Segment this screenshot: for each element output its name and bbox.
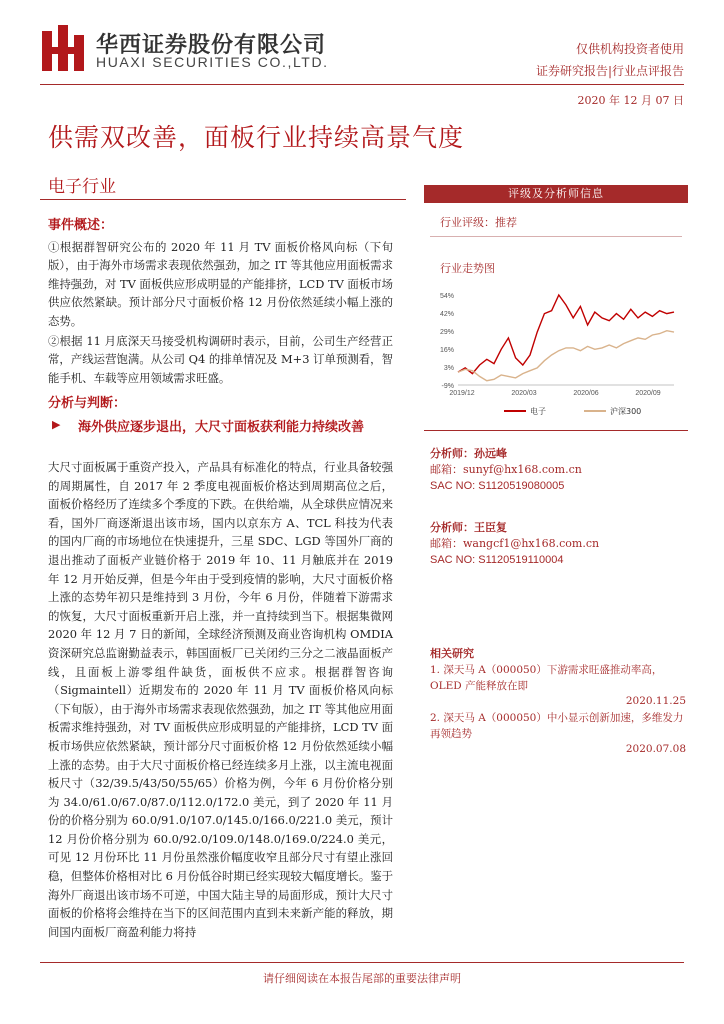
related-item-1-date: 2020.11.25 (625, 695, 686, 707)
related-research-title: 相关研究 (430, 647, 474, 660)
analyst-2-name: 分析师：王臣复 (430, 521, 507, 534)
analyst-2-email[interactable]: 邮箱：wangcf1@hx168.com.cn (430, 537, 600, 550)
bullet-icon: ▶ (52, 418, 61, 431)
event-paragraph-1: ①根据群智研究公布的 2020 年 11 月 TV 面板价格风向标（下旬版），由于海外市场需求表现依然强劲，加之 IT 等其他应用面板需求维持强劲，对 TV 面板供应形成明显的产能排挤，LCD TV 面板市场供应依然紧缺。预计部分尺寸面板价格 12 月份依然延续小幅上涨的态势。 (48, 240, 393, 328)
company-name-en: HUAXI SECURITIES CO.,LTD. (96, 54, 329, 70)
rating-divider (430, 236, 682, 237)
y-tick-label: 3% (443, 365, 454, 372)
y-tick-label: -9% (441, 383, 454, 390)
related-item-1[interactable]: 1. 深天马 A（000050）下游需求旺盛推动率高，OLED 产能释放在即 (430, 664, 663, 692)
x-tick-label: 2019/12 (449, 390, 475, 397)
footer-divider (40, 962, 684, 963)
company-name-cn: 华西证券股份有限公司 (96, 33, 327, 58)
analyst-1-name: 分析师：孙远峰 (430, 447, 507, 460)
analysis-paragraph: 大尺寸面板属于重资产投入，产品具有标准化的特点，行业具备较强的周期属性，自 2017 年 2 季度电视面板价格达到周期高位之后，面板价格经历了连续多个季度的下跌。在供给端，从全球供应情况来看，国外厂商逐渐退出该市场，国内以京东方 A、TCL 科技为代表的国内厂商的市场地位在快速提升，三星 SDC、LGD 等国外厂商的退出推动了面板产业链价格于 2019 年 10、11 月触底并在 2019 年 12 月开始反弹，但是今年由于受到疫情的影响，大尺寸面板价格上涨的态势年初只是维持到 3 月份，今年 6 月份，伴随着下游需求的恢复，大尺寸面板重新开启上涨，并一直持续到当下。根据集微网 2020 年 12 月 7 日的新闻，全球经济预测及商业咨询机构 OMDIA 资深研究总监谢勤益表示，韩国面板厂已关闭约三分之二液晶面板产线，且面板上游零组件缺货，面板供不应求。根据群智咨询（Sigmaintell）近期发布的 2020 年 11 月 TV 面板价格风向标（下旬版），由于海外市场需求表现依然强劲，加之 IT 等其他应用面板需求维持强劲，对 TV 面板供应形成明显的产能排挤，LCD TV 面板市场供应依然紧缺，预计部分尺寸面板价格 12 月份依然延续小幅上涨的态势。由于大尺寸面板价格已经连续多月上涨，以主流电视面板尺寸（32/39.5/43/50/55/65）价格为例，今年 6 月份价格分别为 34.0/61.0/67.0/87.0/112.0/172.0 美元，到了 2020 年 11 月份的价格分别为 60.0/91.0/107.0/145.0/166.0/221.0 美元，预计 12 月份价格分别为 60.0/92.0/109.0/148.0/169.0/224.0 美元，可见 12 月份环比 11 月份虽然涨价幅度收窄且部分尺寸有望止涨回稳，但整体价格相对比 6 月份低谷时期已经实现较大幅度增长。鉴于海外厂商退出该市场不可逆，中国大陆主导的局面形成，预计大尺寸面板的价格将会维持在当下的区间范围内直到未来新产能的释放，期间国内面板厂商盈利能力将持 (48, 460, 393, 939)
y-tick-label: 54% (439, 293, 454, 300)
industry-trend-chart (424, 285, 684, 425)
analysis-subheading: 海外供应逐步退出，大尺寸面板获利能力持续改善 (78, 420, 365, 435)
industry-rating: 行业评级：推荐 (440, 216, 517, 229)
series-line-csi300 (458, 331, 674, 381)
huaxi-logo-icon (42, 25, 84, 71)
analyst-2 (430, 520, 599, 568)
x-tick-label: 2020/06 (573, 390, 599, 397)
event-paragraph-2: ②根据 11 月底深天马接受机构调研时表示，目前，公司生产经营正常，产线运营饱满。从公司 Q4 的排单情况及 M+3 订单预测看，智能手机、车载等应用领域需求旺盛。 (48, 334, 393, 385)
report-date: 2020 年 12 月 07 日 (577, 94, 684, 107)
related-item-2-date: 2020.07.08 (625, 743, 686, 755)
x-tick-label: 2020/09 (635, 390, 661, 397)
report-title: 供需双改善，面板行业持续高景气度 (48, 123, 465, 152)
analyst-divider (424, 430, 688, 431)
y-tick-label: 42% (439, 311, 454, 318)
report-type-tag: 证券研究报告|行业点评报告 (535, 64, 684, 78)
series-line-electronics (458, 295, 674, 374)
y-tick-label: 16% (439, 347, 454, 354)
analyst-1-sac: SAC NO: S1120519080005 (430, 480, 565, 492)
industry-label: 电子行业 (48, 177, 116, 197)
event-heading: 事件概述： (48, 218, 114, 233)
header-divider (40, 84, 684, 85)
rating-header-bar: 评级及分析师信息 (424, 185, 688, 203)
y-tick-label: 29% (439, 329, 454, 336)
analyst-1-email[interactable]: 邮箱：sunyf@hx168.com.cn (430, 463, 582, 476)
analyst-2-sac: SAC NO: S1120519110004 (430, 554, 564, 566)
legend-label: 沪深300 (610, 407, 642, 416)
legal-notice-footer: 请仔细阅读在本报告尾部的重要法律声明 (263, 972, 461, 985)
x-tick-label: 2020/03 (511, 390, 537, 397)
analysis-heading: 分析与判断： (48, 396, 127, 411)
legend-label: 电子 (530, 407, 546, 416)
related-item-2[interactable]: 2. 深天马 A（000050）中小显示创新加速，多维发力再领趋势 (430, 712, 684, 740)
analyst-1 (430, 446, 582, 494)
industry-divider (40, 199, 406, 200)
audience-tag: 仅供机构投资者使用 (575, 42, 684, 56)
trend-chart-title: 行业走势图 (440, 262, 495, 275)
